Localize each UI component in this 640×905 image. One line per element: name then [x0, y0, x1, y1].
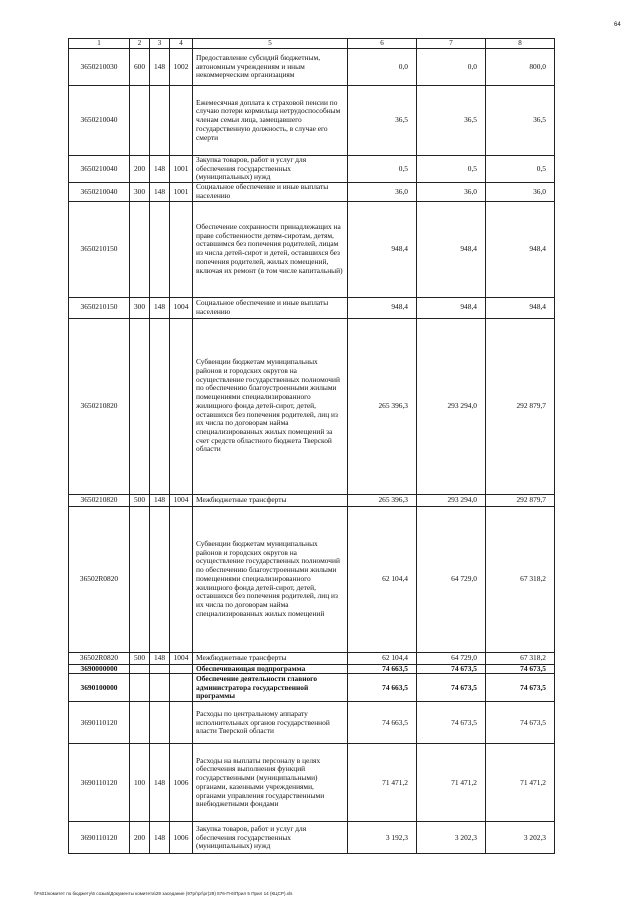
page-number: 64 — [614, 22, 621, 28]
expense-type-cell: 300 — [130, 183, 150, 201]
budget-code-cell: 3650210040 — [69, 156, 130, 183]
expense-type-cell — [130, 318, 150, 494]
budget-code-cell: 3690100000 — [69, 674, 130, 702]
admin-code-cell — [150, 86, 170, 156]
table-row — [69, 702, 555, 744]
admin-code-cell: 148 — [150, 297, 170, 318]
expense-type-cell — [130, 86, 150, 156]
section-code-cell — [170, 664, 193, 674]
amount-year2-cell: 36,0 — [417, 183, 486, 201]
expense-type-cell — [130, 702, 150, 744]
section-code-cell — [170, 201, 193, 297]
amount-year1-cell: 71 471,2 — [348, 744, 417, 822]
amount-year2-cell: 948,4 — [417, 297, 486, 318]
amount-year1-cell: 36,5 — [348, 86, 417, 156]
expense-type-cell: 100 — [130, 744, 150, 822]
admin-code-cell: 148 — [150, 652, 170, 664]
amount-year3-cell: 36,0 — [486, 183, 555, 201]
amount-year1-cell: 0,0 — [348, 49, 417, 86]
expense-type-cell: 300 — [130, 297, 150, 318]
description-cell: Межбюджетные трансферты — [193, 494, 348, 506]
amount-year2-cell: 3 202,3 — [417, 822, 486, 854]
column-number-header — [69, 39, 555, 49]
section-code-cell — [170, 86, 193, 156]
description-cell: Социальное обеспечение и иные выплаты населению — [193, 297, 348, 318]
section-code-cell: 1006 — [170, 822, 193, 854]
amount-year1-cell: 948,4 — [348, 201, 417, 297]
amount-year1-cell: 265 396,3 — [348, 318, 417, 494]
amount-year2-cell: 74 673,5 — [417, 664, 486, 674]
table-row — [69, 49, 555, 86]
file-path-footer: \\Fs01\комитет по бюджету\6 созыв\Документы комитета\29 заседание (97рг\рг\рг(29) 576-П-6\Прил 5 Прил 14 (КЦСР).xls — [34, 891, 293, 896]
budget-code-cell: 3690110120 — [69, 822, 130, 854]
column-header: 8 — [486, 39, 555, 49]
table-row — [69, 183, 555, 201]
amount-year2-cell: 71 471,2 — [417, 744, 486, 822]
amount-year2-cell: 948,4 — [417, 201, 486, 297]
column-header: 3 — [150, 39, 170, 49]
description-cell: Обеспечение сохранности принадлежащих на праве собственности детям-сиротам, детям, оставшимся без попечения родителей, лицам из числа детей-сирот и детей, оставшихся без попечения родителей, жилых помещений, включая их ремонт (в том числе капитальный) — [193, 201, 348, 297]
budget-code-cell: 36502R0820 — [69, 652, 130, 664]
table-row — [69, 652, 555, 664]
budget-code-cell: 3650210150 — [69, 297, 130, 318]
amount-year1-cell: 36,0 — [348, 183, 417, 201]
expense-type-cell — [130, 201, 150, 297]
expense-type-cell: 600 — [130, 49, 150, 86]
table-row — [69, 664, 555, 674]
budget-code-cell: 3650210820 — [69, 494, 130, 506]
expense-type-cell — [130, 506, 150, 652]
admin-code-cell — [150, 674, 170, 702]
amount-year2-cell: 293 294,0 — [417, 494, 486, 506]
description-cell: Субвенции бюджетам муниципальных районов и городских округов на осуществление государственных полномочий по обеспечению благоустроенными жилыми помещениями специализированного жилищного фонда детей-сирот, детей, оставшихся без попечения родителей, лиц из их числа по договорам найма специализированных жилых помещений — [193, 506, 348, 652]
table-row — [69, 318, 555, 494]
description-cell: Субвенции бюджетам муниципальных районов и городских округов на осуществление государственных полномочий по обеспечению благоустроенными жилыми помещениями специализированного жилищного фонда детей-сирот, детей, оставшихся без попечения родителей, лиц из их числа по договорам найма специализированных жилых помещений за счет средств областного бюджета Тверской области — [193, 318, 348, 494]
table-row — [69, 86, 555, 156]
section-code-cell: 1006 — [170, 744, 193, 822]
amount-year1-cell: 0,5 — [348, 156, 417, 183]
table-row — [69, 297, 555, 318]
expense-type-cell — [130, 664, 150, 674]
section-code-cell: 1001 — [170, 183, 193, 201]
amount-year3-cell: 292 879,7 — [486, 494, 555, 506]
column-header: 2 — [130, 39, 150, 49]
amount-year1-cell: 74 663,5 — [348, 702, 417, 744]
budget-code-cell: 3650210820 — [69, 318, 130, 494]
budget-code-cell: 3690110120 — [69, 744, 130, 822]
amount-year3-cell: 67 318,2 — [486, 506, 555, 652]
amount-year1-cell: 265 396,3 — [348, 494, 417, 506]
amount-year3-cell: 0,5 — [486, 156, 555, 183]
admin-code-cell: 148 — [150, 49, 170, 86]
amount-year2-cell: 64 729,0 — [417, 652, 486, 664]
amount-year2-cell: 74 673,5 — [417, 702, 486, 744]
admin-code-cell — [150, 702, 170, 744]
section-code-cell: 1004 — [170, 297, 193, 318]
admin-code-cell: 148 — [150, 156, 170, 183]
section-code-cell — [170, 506, 193, 652]
amount-year2-cell: 36,5 — [417, 86, 486, 156]
admin-code-cell — [150, 506, 170, 652]
admin-code-cell: 148 — [150, 744, 170, 822]
budget-table — [68, 38, 555, 854]
description-cell: Закупка товаров, работ и услуг для обеспечения государственных (муниципальных) нужд — [193, 156, 348, 183]
section-code-cell: 1004 — [170, 652, 193, 664]
description-cell: Обеспечивающая подпрограмма — [193, 664, 348, 674]
expense-type-cell: 500 — [130, 494, 150, 506]
description-cell: Обеспечение деятельности главного администратора государственной программы — [193, 674, 348, 702]
table-row — [69, 506, 555, 652]
budget-code-cell: 36502R0820 — [69, 506, 130, 652]
expense-type-cell: 500 — [130, 652, 150, 664]
table-row — [69, 156, 555, 183]
budget-code-cell: 3650210150 — [69, 201, 130, 297]
description-cell: Расходы на выплаты персоналу в целях обеспечения выполнения функций государственными (муниципальными) органами, казенными учреждениями, органами управления государственными внебюджетными фондами — [193, 744, 348, 822]
amount-year3-cell: 3 202,3 — [486, 822, 555, 854]
table-row — [69, 822, 555, 854]
amount-year3-cell: 948,4 — [486, 201, 555, 297]
amount-year3-cell: 36,5 — [486, 86, 555, 156]
admin-code-cell: 148 — [150, 822, 170, 854]
section-code-cell: 1002 — [170, 49, 193, 86]
expense-type-cell: 200 — [130, 822, 150, 854]
admin-code-cell — [150, 201, 170, 297]
amount-year3-cell: 800,0 — [486, 49, 555, 86]
amount-year1-cell: 62 104,4 — [348, 652, 417, 664]
budget-code-cell: 3650210040 — [69, 183, 130, 201]
section-code-cell — [170, 318, 193, 494]
admin-code-cell: 148 — [150, 494, 170, 506]
amount-year3-cell: 67 318,2 — [486, 652, 555, 664]
section-code-cell — [170, 674, 193, 702]
section-code-cell: 1004 — [170, 494, 193, 506]
expense-type-cell — [130, 674, 150, 702]
admin-code-cell — [150, 318, 170, 494]
amount-year1-cell: 3 192,3 — [348, 822, 417, 854]
amount-year2-cell: 293 294,0 — [417, 318, 486, 494]
table-row — [69, 674, 555, 702]
amount-year1-cell: 62 104,4 — [348, 506, 417, 652]
amount-year1-cell: 948,4 — [348, 297, 417, 318]
table-row — [69, 201, 555, 297]
amount-year2-cell: 74 673,5 — [417, 674, 486, 702]
amount-year1-cell: 74 663,5 — [348, 664, 417, 674]
description-cell: Ежемесячная доплата к страховой пенсии по случаю потери кормильца нетрудоспособным членам семьи лица, замещавшего государственную должность, в случае его смерти — [193, 86, 348, 156]
budget-code-cell: 3650210030 — [69, 49, 130, 86]
amount-year2-cell: 0,5 — [417, 156, 486, 183]
amount-year3-cell: 292 879,7 — [486, 318, 555, 494]
amount-year3-cell: 71 471,2 — [486, 744, 555, 822]
admin-code-cell: 148 — [150, 183, 170, 201]
amount-year3-cell: 948,4 — [486, 297, 555, 318]
table-row — [69, 494, 555, 506]
amount-year2-cell: 0,0 — [417, 49, 486, 86]
amount-year2-cell: 64 729,0 — [417, 506, 486, 652]
amount-year3-cell: 74 673,5 — [486, 674, 555, 702]
table-row — [69, 744, 555, 822]
section-code-cell — [170, 702, 193, 744]
column-header: 4 — [170, 39, 193, 49]
budget-code-cell: 3690110120 — [69, 702, 130, 744]
description-cell: Закупка товаров, работ и услуг для обеспечения государственных (муниципальных) нужд — [193, 822, 348, 854]
section-code-cell: 1001 — [170, 156, 193, 183]
admin-code-cell — [150, 664, 170, 674]
expense-type-cell: 200 — [130, 156, 150, 183]
amount-year3-cell: 74 673,5 — [486, 702, 555, 744]
amount-year3-cell: 74 673,5 — [486, 664, 555, 674]
budget-code-cell: 3690000000 — [69, 664, 130, 674]
amount-year1-cell: 74 663,5 — [348, 674, 417, 702]
budget-code-cell: 3650210040 — [69, 86, 130, 156]
description-cell: Предоставление субсидий бюджетным, автономным учреждениям и иным некоммерческим организациям — [193, 49, 348, 86]
column-header: 5 — [193, 39, 348, 49]
description-cell: Расходы по центральному аппарату исполнительных органов государственной власти Тверской области — [193, 702, 348, 744]
column-header: 1 — [69, 39, 130, 49]
description-cell: Социальное обеспечение и иные выплаты населению — [193, 183, 348, 201]
column-header: 7 — [417, 39, 486, 49]
column-header: 6 — [348, 39, 417, 49]
description-cell: Межбюджетные трансферты — [193, 652, 348, 664]
